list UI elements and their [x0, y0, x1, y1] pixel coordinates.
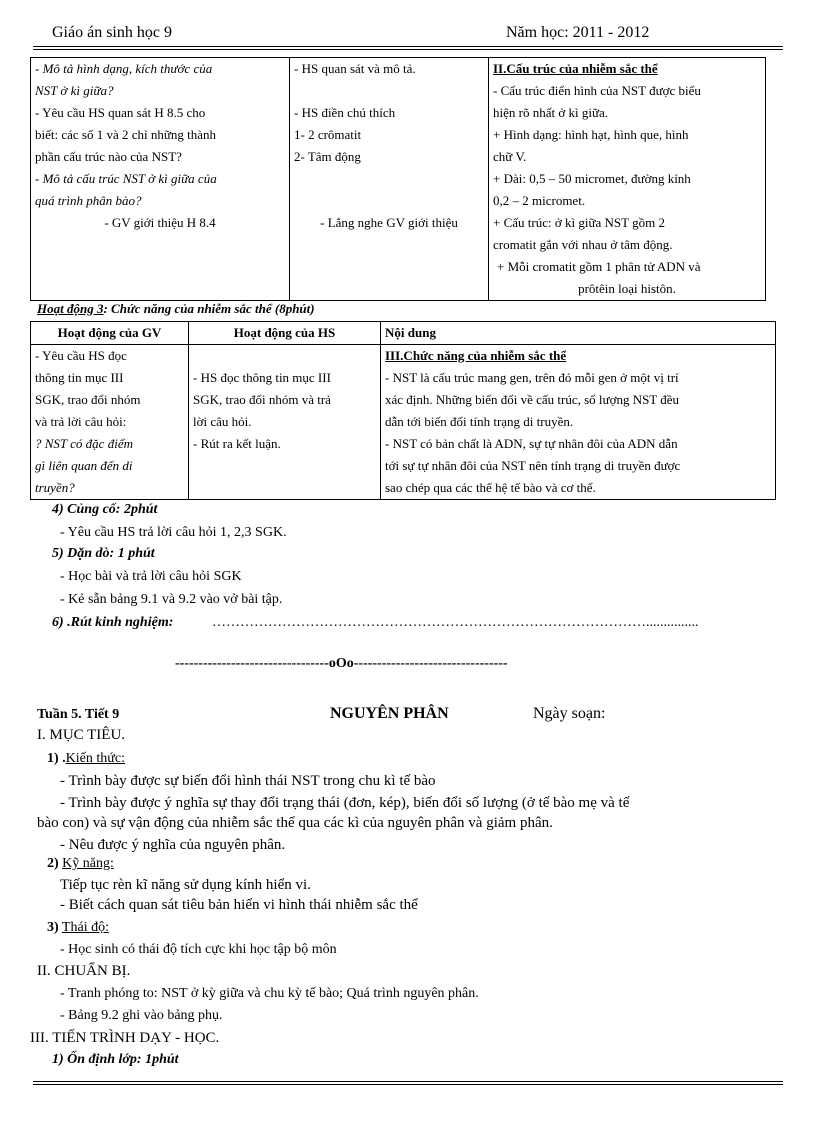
t2-header-hs: Hoạt động của HS — [189, 322, 381, 345]
t2-header-gv: Hoạt động của GV — [31, 322, 189, 345]
t1-hs-line: 1- 2 crômatit — [294, 127, 362, 142]
t1-content-line: chữ V. — [493, 149, 527, 164]
process-step1: 1) Ổn định lớp: 1phút — [52, 1052, 179, 1067]
section5-title: 5) Dặn dò: 1 phút — [52, 546, 155, 561]
t2-content-line: - NST có bản chất là ADN, sự tự nhân đôi của ADN dẫn — [385, 436, 678, 451]
t1-gv-line: biết: các số 1 và 2 chỉ những thành — [35, 127, 217, 142]
function-table — [30, 321, 776, 500]
t1-gv-line: - Mô tả hình dạng, kích thước của — [35, 61, 213, 76]
function-hs-cell — [189, 345, 381, 500]
t1-content-line: + Hình dạng: hình hạt, hình que, hình — [493, 127, 689, 142]
t1-gv-line: NST ở kì giữa? — [35, 83, 114, 98]
t2-content-line: xác định. Những biến đổi về cấu trúc, số lượng NST đều — [385, 392, 680, 407]
t2-content-line: sao chép qua các thế hệ tế bào và cơ thể. — [385, 480, 596, 495]
t1-content-line: prôtêin loại histôn. — [578, 281, 676, 296]
t1-content-line: cromatit gắn với nhau ở tâm động. — [493, 237, 673, 252]
t1-content-line: - Cấu trúc điển hình của NST được biểu — [493, 83, 701, 98]
t1-content-line: 0,2 – 2 micromet. — [493, 193, 586, 208]
t1-gv-line: phần cấu trúc nào của NST? — [35, 149, 182, 164]
t1-hs-line — [294, 190, 484, 212]
t2-gv-line: - Yêu cầu HS đọc — [35, 348, 127, 363]
section5-item: - Học bài và trả lời câu hỏi SGK — [60, 569, 242, 584]
t2-hs-line: lời câu hỏi. — [193, 414, 252, 429]
knowledge-heading — [47, 751, 125, 767]
t1-hs-line: - HS quan sát và mô tả. — [294, 61, 416, 76]
t2-content-line: - NST là cấu trúc mang gen, trên đó mỗi gen ở một vị trí — [385, 370, 679, 385]
knowledge-item: - Trình bày được ý nghĩa sự thay đổi trạng thái (đơn, kép), biến đổi số lượng (ở tế bào mẹ và tế — [60, 795, 630, 811]
knowledge-num: 1) . — [47, 751, 66, 766]
t1-hs-line: 2- Tâm động — [294, 149, 361, 164]
attitude-num: 3) — [47, 920, 59, 935]
t1-content-title: II.Cấu trúc của nhiễm sắc thể — [493, 61, 658, 76]
activity3-label: Hoạt động 3 — [37, 301, 104, 316]
t2-gv-line: thông tin mục III — [35, 370, 124, 385]
preparation-item: - Bảng 9.2 ghi vào bảng phụ. — [60, 1008, 223, 1023]
t1-content-line: + Mỗi cromatit gồm 1 phân tử ADN và — [497, 259, 701, 274]
lesson-title: NGUYÊN PHÂN — [330, 705, 449, 722]
t1-hs-line: - HS điền chú thích — [294, 105, 396, 120]
t2-hs-line: SGK, trao đổi nhóm và trả — [193, 392, 331, 407]
activity3-title: : Chức năng của nhiễm sắc thể (8phút) — [103, 301, 315, 316]
structure-content-cell — [489, 58, 766, 301]
skills-item: Tiếp tục rèn kĩ năng sử dụng kính hiển vi. — [60, 877, 311, 893]
knowledge-item: - Trình bày được sự biến đổi hình thái NST trong chu kì tế bào — [60, 773, 436, 789]
footer-rule-2 — [33, 1084, 783, 1085]
objectives-title: I. MỤC TIÊU. — [37, 727, 126, 743]
t1-hs-line — [294, 80, 484, 102]
structure-gv-cell — [31, 58, 290, 301]
structure-hs-cell — [290, 58, 489, 301]
knowledge-item: bào con) và sự vận động của nhiễm sắc thể qua các kì của nguyên phân và giảm phân. — [37, 815, 553, 831]
skills-label: Kỹ năng: — [62, 856, 114, 871]
function-content-cell — [381, 345, 776, 500]
section4-title: 4) Củng cố: 2phút — [52, 502, 158, 517]
preparation-title: II. CHUẨN BỊ. — [37, 963, 131, 979]
footer-rule — [33, 1081, 783, 1082]
t2-content-line: tới sự tự nhân đôi của NST nên tính trạng di truyền được — [385, 458, 681, 473]
process-title: III. TIẾN TRÌNH DẠY - HỌC. — [30, 1030, 220, 1046]
knowledge-label: Kiến thức: — [65, 751, 125, 766]
preparation-item: - Tranh phóng to: NST ở kỳ giữa và chu kỳ tế bào; Quá trình nguyên phân. — [60, 986, 479, 1001]
attitude-heading — [47, 920, 109, 936]
knowledge-item: - Nêu được ý nghĩa của nguyên phân. — [60, 837, 286, 853]
attitude-label: Thái độ: — [61, 920, 109, 935]
section6-dots: …………………………………………………………………………………............... — [212, 615, 699, 630]
t1-content-line: + Dài: 0,5 – 50 micromet, đường kính — [493, 171, 691, 186]
t2-gv-question: ? NST có đặc điểm — [35, 436, 133, 451]
function-gv-cell — [31, 345, 189, 500]
t2-gv-question: truyền? — [35, 480, 75, 495]
activity3-heading — [37, 301, 315, 317]
t1-gv-line: - Yêu cầu HS quan sát H 8.5 cho — [35, 105, 206, 120]
t2-hs-line: - Rút ra kết luận. — [193, 436, 281, 451]
t2-header-content: Nội dung — [381, 322, 776, 345]
lesson-date-label: Ngày soạn: — [533, 705, 606, 722]
t2-content-title: III.Chức năng của nhiễm sắc thể — [385, 348, 567, 363]
t2-gv-line: và trả lời câu hỏi: — [35, 414, 127, 429]
section4-item: - Yêu cầu HS trả lời câu hỏi 1, 2,3 SGK. — [60, 525, 287, 540]
header-left: Giáo án sinh học 9 — [52, 24, 172, 41]
t2-gv-question: gì liên quan đến di — [35, 458, 133, 473]
t1-content-line: hiện rõ nhất ở kì giữa. — [493, 105, 609, 120]
t2-content-line: dẫn tới biến đổi tính trạng di truyền. — [385, 414, 574, 429]
t1-hs-line — [294, 168, 484, 190]
t2-gv-line: SGK, trao đổi nhóm — [35, 392, 141, 407]
lesson-divider: ---------------------------------oOo--------------------------------- — [175, 656, 508, 671]
header-right: Năm học: 2011 - 2012 — [506, 24, 650, 41]
section5-item: - Kẻ sẵn bảng 9.1 và 9.2 vào vở bài tập. — [60, 592, 283, 607]
t1-gv-line: - Mô tả cấu trúc NST ở kì giữa của — [35, 171, 217, 186]
lesson-week: Tuần 5. Tiết 9 — [37, 707, 120, 722]
t2-hs-line: - HS đọc thông tin mục III — [193, 370, 331, 385]
attitude-item: - Học sinh có thái độ tích cực khi học tập bộ môn — [60, 942, 337, 957]
t1-gv-line: - GV giới thiệu H 8.4 — [104, 215, 216, 230]
skills-num: 2) — [47, 856, 59, 871]
t1-hs-line: - Lắng nghe GV giới thiệu — [320, 215, 458, 230]
t1-gv-line: quá trình phân bào? — [35, 193, 142, 208]
section6-title: 6) .Rút kinh nghiệm: — [52, 615, 174, 630]
t1-content-line: + Cấu trúc: ở kì giữa NST gồm 2 — [493, 215, 665, 230]
header-rule — [33, 46, 783, 47]
skills-heading — [47, 856, 114, 872]
structure-table — [30, 57, 766, 301]
skills-item: - Biết cách quan sát tiêu bản hiển vi hình thái nhiễm sắc thể — [60, 897, 418, 913]
header-rule-2 — [33, 49, 783, 50]
